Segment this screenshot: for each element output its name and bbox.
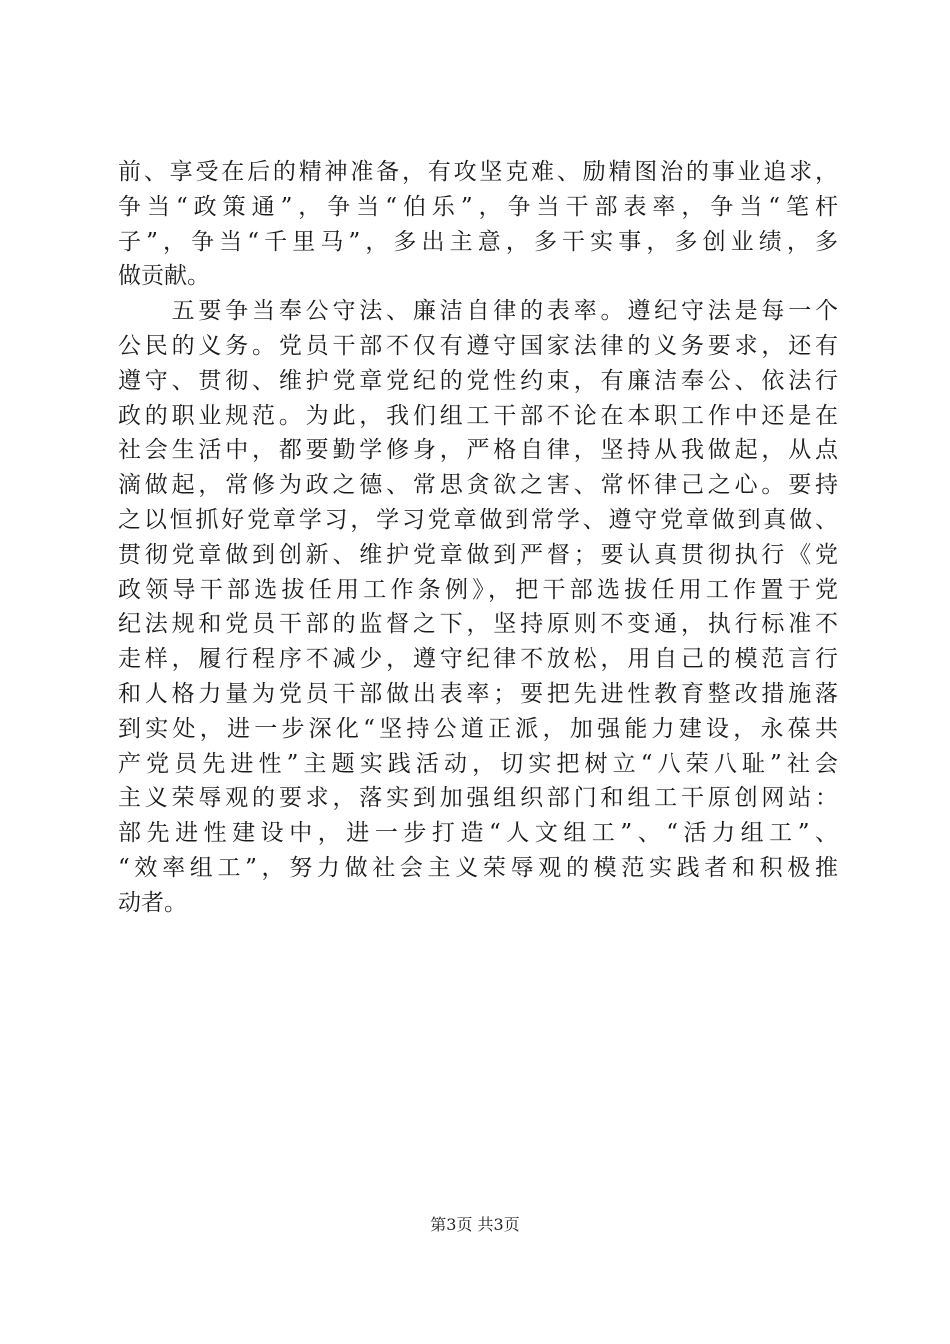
text-line: 和人格力量为党员干部做出表率；要把先进性教育整改措施落: [118, 680, 838, 707]
text-line: “效率组工”，努力做社会主义荣辱观的模范实践者和积极推: [118, 854, 838, 881]
text-line: 贯彻党章做到创新、维护党章做到严督；要认真贯彻执行《党: [118, 541, 838, 568]
text-line: 争当“政策通”，争当“伯乐”，争当干部表率，争当“笔杆: [118, 193, 838, 220]
text-line: 社会生活中，都要勤学修身，严格自律，坚持从我做起，从点: [118, 437, 838, 464]
text-line: 政的职业规范。为此，我们组工干部不论在本职工作中还是在: [118, 402, 838, 429]
text-line: 子”，争当“千里马”，多出主意，多干实事，多创业绩，多: [118, 228, 838, 255]
text-line: 动者。: [118, 889, 187, 916]
text-line: 部先进性建设中，进一步打造“人文组工”、“活力组工”、: [118, 820, 838, 847]
text-line: 走样，履行程序不减少，遵守纪律不放松，用自己的模范言行: [118, 646, 838, 673]
text-line: 纪法规和党员干部的监督之下，坚持原则不变通，执行标准不: [118, 611, 838, 638]
text-line: 做贡献。: [118, 263, 210, 290]
page-number-footer: 第3页 共3页: [430, 1215, 520, 1234]
text-line: 遵守、贯彻、维护党章党纪的党性约束，有廉洁奉公、依法行: [118, 367, 838, 394]
document-body: [118, 155, 838, 921]
text-line: 政领导干部选拔任用工作条例》，把干部选拔任用工作置于党: [118, 576, 838, 603]
text-line: 滴做起，常修为政之德、常思贪欲之害、常怀律己之心。要持: [118, 472, 838, 499]
text-line: 主义荣辱观的要求，落实到加强组织部门和组工干原创网站：: [118, 785, 838, 812]
text-line: 公民的义务。党员干部不仅有遵守国家法律的义务要求，还有: [118, 332, 838, 359]
text-line: 到实处，进一步深化“坚持公道正派，加强能力建设，永葆共: [118, 715, 838, 742]
text-line: 产党员先进性”主题实践活动，切实把树立“八荣八耻”社会: [118, 750, 838, 777]
paragraph-start-line: 五要争当奉公守法、廉洁自律的表率。遵纪守法是每一个: [118, 298, 838, 325]
text-line: 前、享受在后的精神准备，有攻坚克难、励精图治的事业追求，: [118, 159, 838, 185]
text-line: 之以恒抓好党章学习，学习党章做到常学、遵守党章做到真做、: [118, 506, 838, 533]
